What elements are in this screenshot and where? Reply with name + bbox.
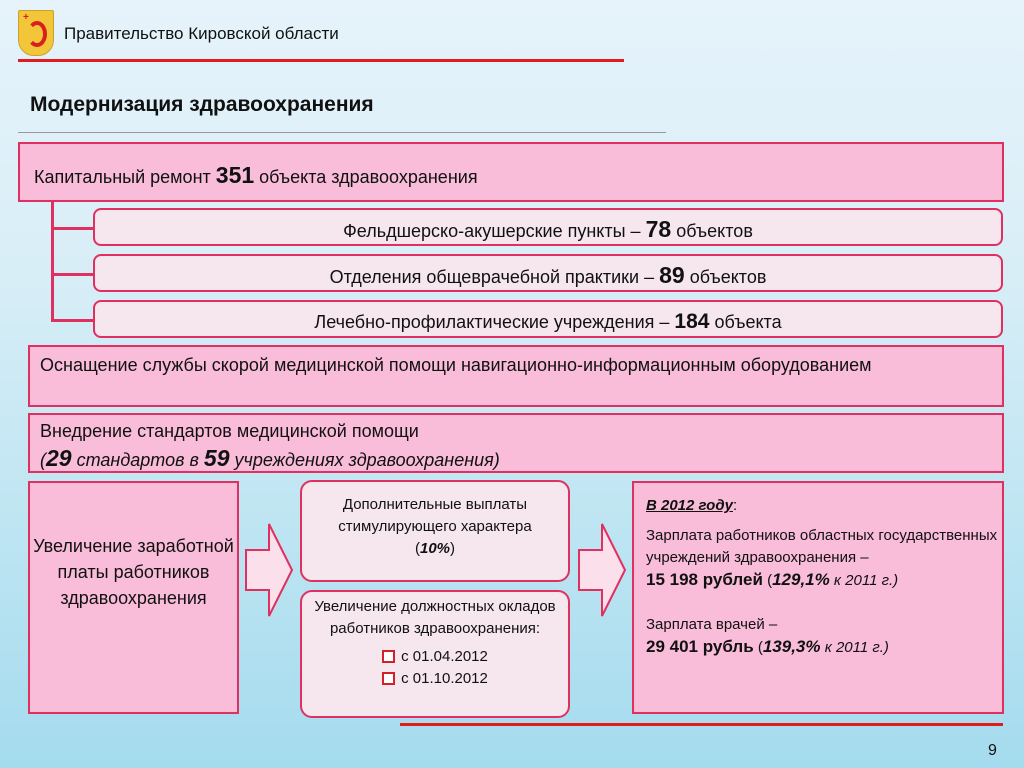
checkbox-bullet-icon bbox=[382, 672, 395, 685]
standards-end: учреждениях здравоохранения) bbox=[234, 450, 500, 470]
wage-increase-box bbox=[300, 590, 570, 718]
year-heading: В 2012 году bbox=[646, 497, 733, 514]
paren-open: ( bbox=[40, 450, 46, 470]
arrow-right-icon bbox=[245, 520, 293, 620]
colon: : bbox=[732, 497, 738, 514]
tree-branch bbox=[51, 273, 95, 276]
standards-count: 29 bbox=[46, 445, 72, 471]
salary-text: Увеличение заработной платы работников здравоохранения bbox=[33, 536, 234, 608]
employee-salary-line: 15 198 рублей (129,1% к 2011 г.) bbox=[646, 570, 899, 589]
bonus-text: Дополнительные выплаты стимулирующего характера bbox=[338, 496, 532, 535]
item-prefix: Фельдшерско-акушерские пункты – bbox=[343, 221, 641, 241]
list-item-fap bbox=[93, 208, 1003, 246]
item-suffix: объекта bbox=[714, 312, 782, 332]
capital-prefix: Капитальный ремонт bbox=[34, 167, 211, 187]
doctor-salary-label: Зарплата врачей – bbox=[646, 616, 778, 633]
date-item bbox=[302, 668, 568, 690]
salary-increase-box bbox=[28, 481, 239, 714]
doctor-salary-line: 29 401 рубль (139,3% к 2011 г.) bbox=[646, 637, 889, 656]
page-title: Модернизация здравоохранения bbox=[30, 93, 374, 116]
year-2012-results-box bbox=[632, 481, 1004, 714]
title-divider bbox=[18, 132, 666, 133]
tree-branch bbox=[51, 319, 95, 322]
doctor-salary-ref: к 2011 г.) bbox=[824, 639, 889, 656]
item-suffix: объектов bbox=[676, 221, 753, 241]
employee-salary-pct: 129,1% bbox=[772, 570, 830, 589]
bonus-percent-line bbox=[302, 538, 568, 560]
coat-of-arms-logo: + bbox=[18, 10, 54, 56]
tree-branch bbox=[51, 227, 95, 230]
employee-salary-value: 15 198 рублей bbox=[646, 570, 763, 589]
tree-connector bbox=[51, 202, 54, 322]
doctor-salary-value: 29 401 рубль bbox=[646, 637, 754, 656]
checkbox-bullet-icon bbox=[382, 650, 395, 663]
standards-line2 bbox=[40, 445, 1002, 474]
capital-suffix: объекта здравоохранения bbox=[259, 167, 478, 187]
date-label: с 01.04.2012 bbox=[401, 648, 488, 665]
capital-count: 351 bbox=[215, 162, 255, 188]
employee-salary-ref: к 2011 г.) bbox=[833, 572, 899, 589]
item-count: 184 bbox=[674, 310, 710, 333]
government-title: Правительство Кировской области bbox=[64, 24, 339, 43]
bonus-payments-box bbox=[300, 480, 570, 582]
list-item-lpu bbox=[93, 300, 1003, 338]
employee-salary-label: Зарплата работников областных государственных учреждений здравоохранения – bbox=[646, 527, 998, 566]
ems-equipment-box bbox=[28, 345, 1004, 407]
paren-close: ) bbox=[450, 540, 456, 557]
arrow-right-icon bbox=[578, 520, 626, 620]
institutions-count: 59 bbox=[203, 445, 230, 471]
standards-mid: стандартов в bbox=[76, 450, 199, 470]
header-divider bbox=[18, 59, 624, 62]
paren-open: ( bbox=[414, 540, 420, 557]
capital-repair-box bbox=[18, 142, 1004, 202]
doctor-salary-pct: 139,3% bbox=[762, 637, 821, 656]
bonus-percent: 10% bbox=[419, 540, 451, 557]
standards-box bbox=[28, 413, 1004, 473]
item-prefix: Отделения общеврачебной практики – bbox=[329, 267, 655, 287]
date-label: с 01.10.2012 bbox=[401, 670, 488, 687]
wage-text: Увеличение должностных окладов работников здравоохранения: bbox=[314, 598, 556, 637]
list-item-gp bbox=[93, 254, 1003, 292]
ems-text: Оснащение службы скорой медицинской помощи навигационно-информационным оборудованием bbox=[40, 355, 872, 375]
item-suffix: объектов bbox=[689, 267, 767, 287]
date-item bbox=[302, 646, 568, 668]
year-heading-line bbox=[646, 495, 1002, 517]
footer-divider bbox=[400, 723, 1003, 726]
item-count: 89 bbox=[659, 262, 685, 288]
item-count: 78 bbox=[645, 216, 672, 242]
page-number: 9 bbox=[988, 742, 997, 759]
item-prefix: Лечебно-профилактические учреждения – bbox=[314, 312, 670, 332]
standards-line1: Внедрение стандартов медицинской помощи bbox=[40, 421, 419, 441]
